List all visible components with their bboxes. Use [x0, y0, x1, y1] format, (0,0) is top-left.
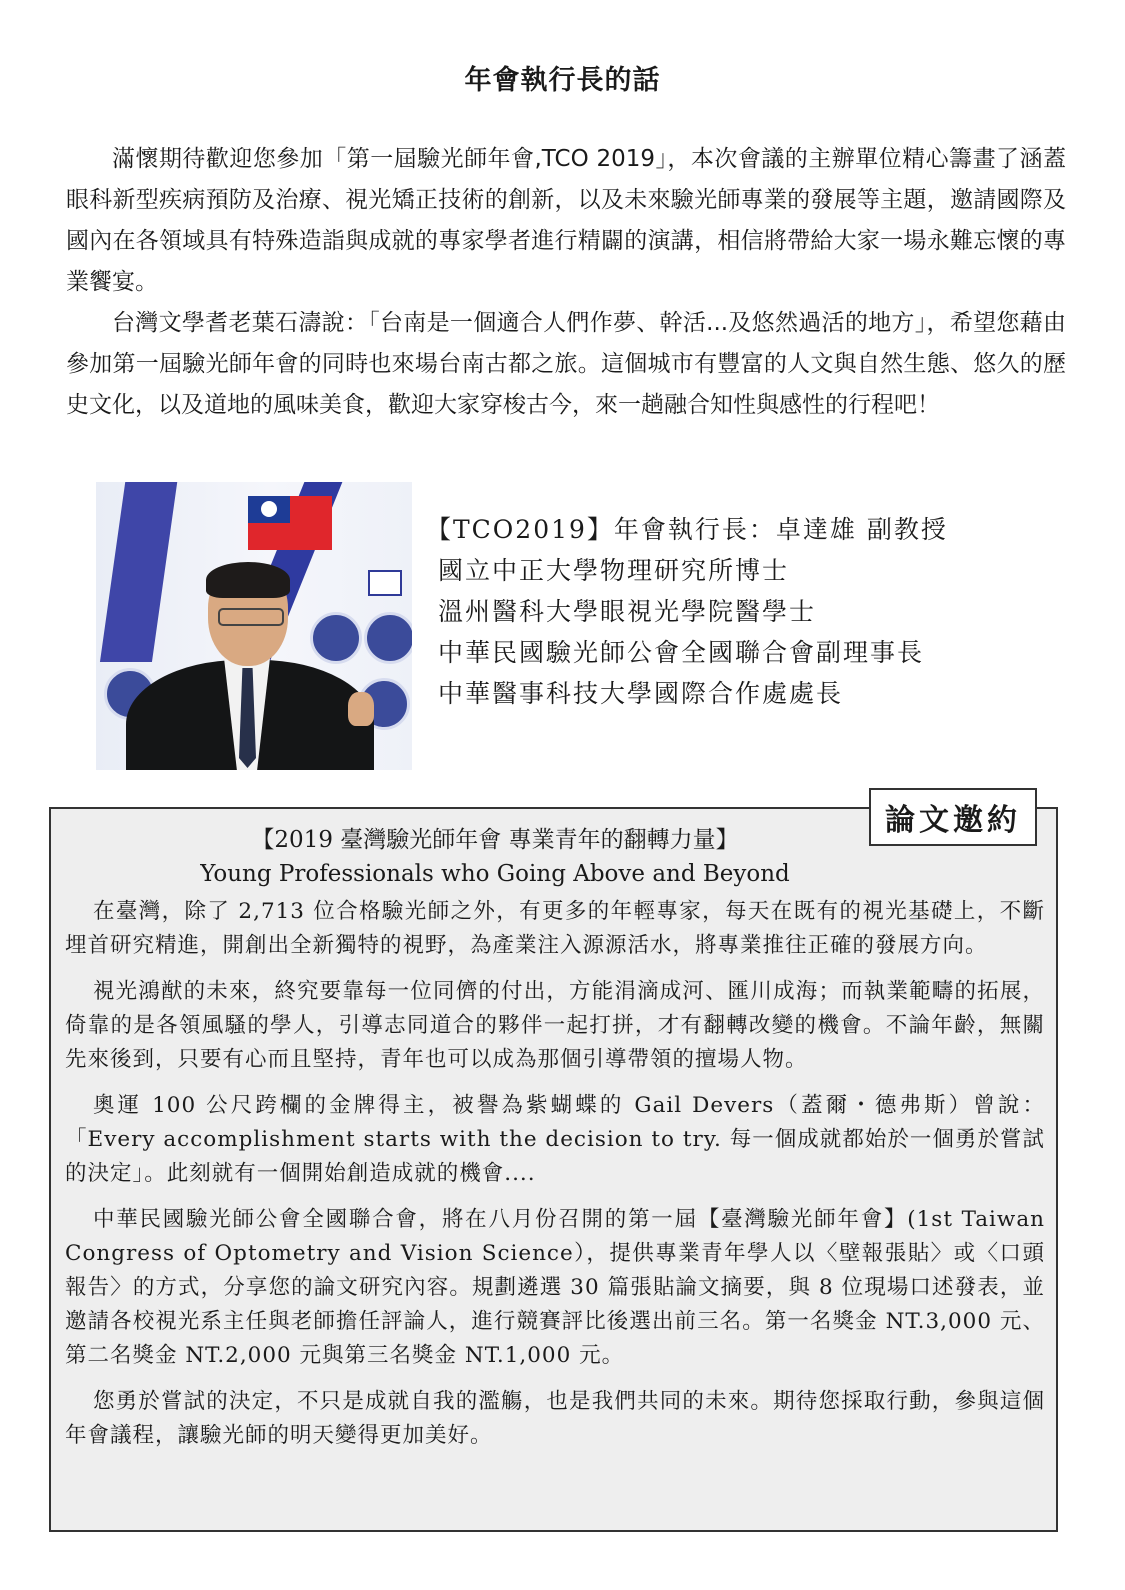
cfp-paragraph: 您勇於嘗試的決定，不只是成就自我的濫觴，也是我們共同的未來。期待您採取行動，參與這個年會議程，讓驗光師的明天變得更加美好。 — [65, 1389, 1045, 1448]
call-for-papers-box — [49, 807, 1058, 1532]
cfp-body — [65, 895, 1045, 1453]
bio-header: 【TCO2019】年會執行長：卓達雄 副教授 — [426, 515, 948, 544]
flag-icon — [248, 496, 332, 550]
flag-sun — [261, 501, 277, 517]
person-glasses — [218, 608, 284, 626]
seal-icon — [310, 612, 362, 664]
bio-line: 中華民國驗光師公會全國聯合會副理事長 — [438, 638, 925, 667]
thumbs-up-icon — [348, 692, 374, 726]
ceo-photo — [96, 482, 412, 770]
cfp-title-chinese: 【2019 臺灣驗光師年會 專業青年的翻轉力量】 — [251, 827, 739, 853]
intro-section — [66, 139, 1066, 426]
backdrop-stripe — [100, 482, 180, 662]
cfp-paragraph: 視光鴻猷的未來，終究要靠每一位同儕的付出，方能涓滴成河、匯川成海；而執業範疇的拓展，倚靠的是各領風騷的學人，引導志同道合的夥伴一起打拼，才有翻轉改變的機會。不論年齡，無關先來後到，只要有心而且堅持，青年也可以成為那個引導帶領的擅場人物。 — [65, 979, 1045, 1072]
person-hair — [206, 562, 290, 598]
cfp-paragraph: 在臺灣，除了 2,713 位合格驗光師之外，有更多的年輕專家，每天在既有的視光基礎上，不斷埋首研究精進，開創出全新獨特的視野，為產業注入源源活水，將專業推往正確的發展方向。 — [65, 899, 1045, 958]
cfp-paragraph: 中華民國驗光師公會全國聯合會，將在八月份召開的第一屆【臺灣驗光師年會】(1st Taiwan Congress of Optometry and Vision Science），提供專業青年學人以〈壁報張貼〉或〈口頭報告〉的方式，分享您的論文研究內容。規劃遴選 30 篇張貼論文摘要，與 8 位現場口述發表，並邀請各校視光系主任與老師擔任評論人，進行競賽評比後選出前三名。第一名獎金 NT.3,000 元、第二名獎金 NT.2,000 元與第三名獎金 NT.1,000 元。 — [65, 1207, 1045, 1368]
page-title: 年會執行長的話 — [464, 65, 661, 96]
bio-line: 溫州醫科大學眼視光學院醫學士 — [438, 597, 817, 626]
seal-icon — [364, 612, 412, 664]
university-logo-icon — [368, 570, 402, 596]
intro-paragraph: 滿懷期待歡迎您參加「第一屆驗光師年會,TCO 2019」，本次會議的主辦單位精心籌畫了涵蓋眼科新型疾病預防及治療、視光矯正技術的創新，以及未來驗光師專業的發展等主題，邀請國際及國內在各領域具有特殊造詣與成就的專家學者進行精闢的演講，相信將帶給大家一場永難忘懷的專業饗宴。 — [66, 146, 1066, 295]
cfp-title-english: Young Professionals who Going Above and Beyond — [200, 861, 790, 887]
cfp-tag-label: 論文邀約 — [869, 788, 1037, 846]
ceo-bio — [426, 509, 1046, 714]
bio-line: 中華醫事科技大學國際合作處處長 — [438, 679, 844, 708]
intro-paragraph: 台灣文學耆老葉石濤說：「台南是一個適合人們作夢、幹活...及悠然過活的地方」，希望您藉由參加第一屆驗光師年會的同時也來場台南古都之旅。這個城市有豐富的人文與自然生態、悠久的歷史文化，以及道地的風味美食，歡迎大家穿梭古今，來一趟融合知性與感性的行程吧！ — [66, 310, 1066, 418]
cfp-paragraph: 奧運 100 公尺跨欄的金牌得主，被譽為紫蝴蝶的 Gail Devers（蓋爾・德弗斯）曾說：「Every accomplishment starts with the decision to try. 每一個成就都始於一個勇於嘗試的決定」。此刻就有一個開始創造成就的機會.... — [65, 1093, 1045, 1186]
bio-line: 國立中正大學物理研究所博士 — [438, 556, 790, 585]
